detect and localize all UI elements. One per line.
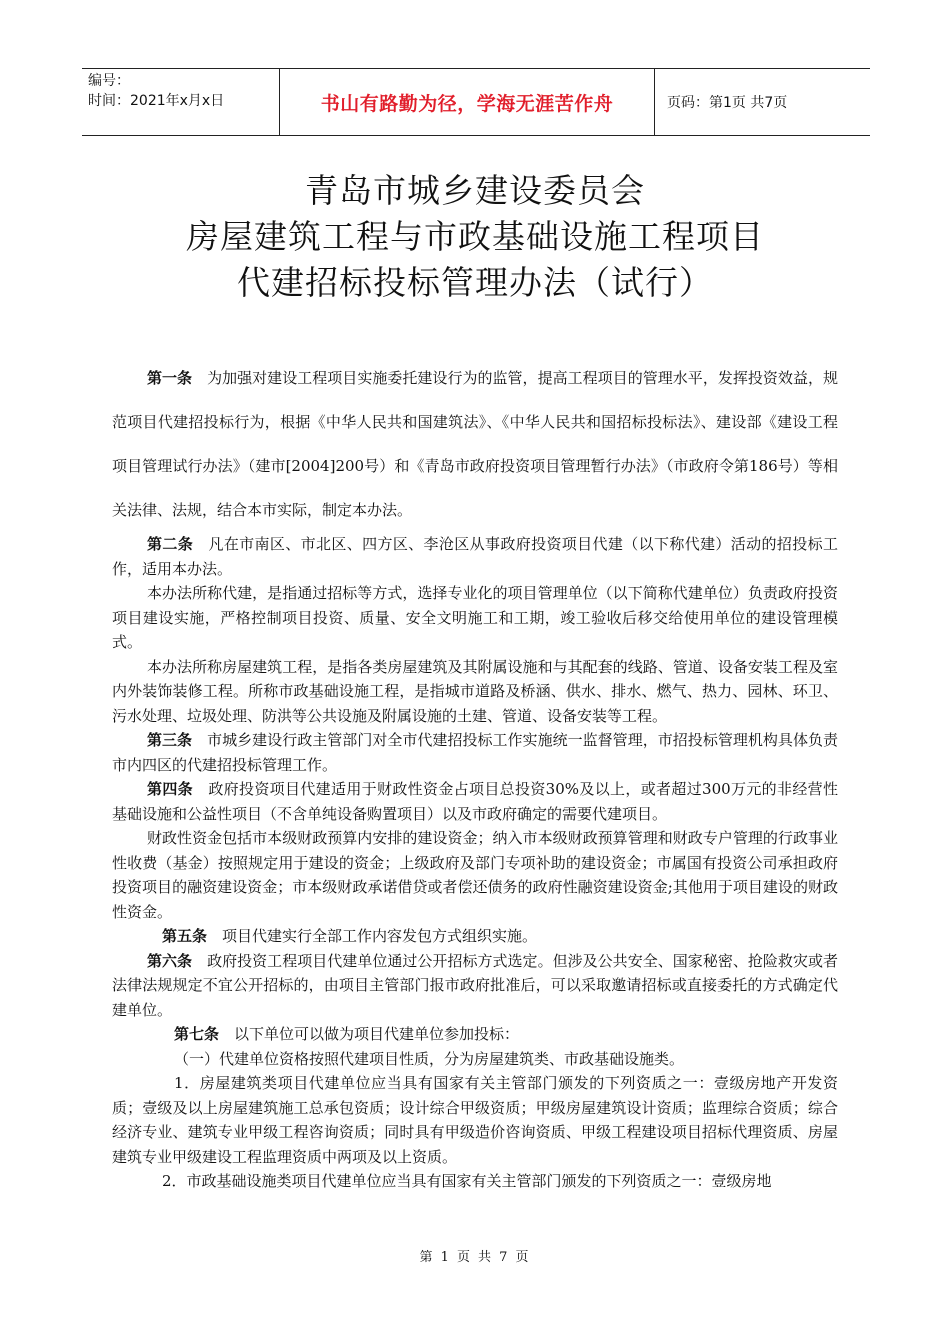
article-7-label: 第七条	[174, 1025, 220, 1043]
header-motto: 书山有路勤为径，学海无涯苦作舟	[280, 69, 655, 135]
header-meta	[82, 69, 280, 135]
title-line-3: 代建招标投标管理办法（试行）	[237, 263, 713, 302]
article-7-item-1-2: 2．市政基础设施类项目代建单位应当具有国家有关主管部门颁发的下列资质之一：壹级房地	[162, 1172, 772, 1190]
header-page-label: 页码：第1页 共7页	[667, 95, 788, 111]
document-header	[82, 68, 870, 136]
article-6	[112, 949, 838, 1023]
article-6-text: 政府投资工程项目代建单位通过公开招标方式选定。但涉及公共安全、国家秘密、抢险救灾或者法律法规规定不宜公开招标的，由项目主管部门报市政府批准后，可以采取邀请招标或直接委托的方式确定代建单位。	[112, 951, 838, 1019]
page-footer	[0, 1246, 950, 1265]
article-1	[112, 356, 838, 532]
document-body	[112, 356, 838, 1194]
article-2-text: 凡在市南区、市北区、四方区、李沧区从事政府投资项目代建（以下称代建）活动的招投标工作，适用本办法。	[112, 535, 838, 578]
article-7	[112, 1022, 838, 1047]
article-3	[112, 728, 838, 777]
article-3-label: 第三条	[147, 731, 193, 749]
article-5-label: 第五条	[162, 927, 208, 945]
footer-page-number: 第 1 页	[419, 1250, 472, 1265]
article-2-paragraph-2: 本办法所称代建，是指通过招标等方式，选择专业化的项目管理单位（以下简称代建单位）负责政府投资项目建设实施，严格控制项目投资、质量、安全文明施工和工期，竣工验收后移交给使用单位的建设管理模式。	[112, 584, 838, 651]
article-7-item-1: （一）代建单位资格按照代建项目性质，分为房屋建筑类、市政基础设施类。	[174, 1049, 685, 1068]
article-3-text: 市城乡建设行政主管部门对全市代建招投标工作实施统一监督管理，市招投标管理机构具体负责市内四区的代建招投标管理工作。	[112, 731, 838, 774]
article-5	[112, 924, 838, 949]
document-time-label: 时间：2021年x月x日	[88, 93, 225, 109]
article-4	[112, 777, 838, 826]
article-2-label: 第二条	[147, 535, 194, 553]
article-5-text: 项目代建实行全部工作内容发包方式组织实施。	[222, 927, 538, 945]
title-line-1: 青岛市城乡建设委员会	[305, 171, 645, 210]
article-4-label: 第四条	[147, 780, 194, 798]
article-1-text: 为加强对建设工程项目实施委托建设行为的监管，提高工程项目的管理水平，发挥投资效益，规范项目代建招投标行为，根据《中华人民共和国建筑法》、《中华人民共和国招标投标法》、建设部《建设工程项目管理试行办法》（建市[2004]200号）和《青岛市政府投资项目管理暂行办法》（市政府令第186号）等相关法律、法规，结合本市实际，制定本办法。	[112, 369, 838, 519]
article-6-label: 第六条	[147, 951, 193, 970]
article-7-text: 以下单位可以做为项目代建单位参加投标：	[234, 1025, 520, 1043]
footer-total-pages: 共 7 页	[478, 1250, 531, 1265]
article-2	[112, 532, 838, 581]
article-4-text: 政府投资项目代建适用于财政性资金占项目总投资30%及以上，或者超过300万元的非经营性基础设施和公益性项目（不含单纯设备购置项目）以及市政府确定的需要代建项目。	[112, 780, 838, 823]
document-title	[0, 168, 950, 306]
article-1-label: 第一条	[147, 369, 193, 387]
article-7-item-1-1: 1．房屋建筑类项目代建单位应当具有国家有关主管部门颁发的下列资质之一：壹级房地产开发资质；壹级及以上房屋建筑施工总承包资质；设计综合甲级资质；甲级房屋建筑设计资质；监理综合资质；综合经济专业、建筑专业甲级工程咨询资质；同时具有甲级造价咨询资质、甲级工程建设项目招标代理资质、房屋建筑专业甲级建设工程监理资质中两项及以上资质。	[112, 1074, 838, 1166]
title-line-2: 房屋建筑工程与市政基础设施工程项目	[186, 217, 764, 256]
article-2-paragraph-3: 本办法所称房屋建筑工程，是指各类房屋建筑及其附属设施和与其配套的线路、管道、设备安装工程及室内外装饰装修工程。所称市政基础设施工程，是指城市道路及桥涵、供水、排水、燃气、热力、园林、环卫、污水处理、垃圾处理、防洪等公共设施及附属设施的土建、管道、设备安装等工程。	[112, 657, 838, 725]
document-number-label: 编号：	[88, 73, 130, 89]
article-4-paragraph-2: 财政性资金包括市本级财政预算内安排的建设资金；纳入市本级财政预算管理和财政专户管理的行政事业性收费（基金）按照规定用于建设的资金；上级政府及部门专项补助的建设资金；市属国有投资公司承担政府投资项目的融资建设资金；市本级财政承诺借贷或者偿还债务的政府性融资建设资金;其他用于项目建设的财政性资金。	[112, 829, 838, 921]
